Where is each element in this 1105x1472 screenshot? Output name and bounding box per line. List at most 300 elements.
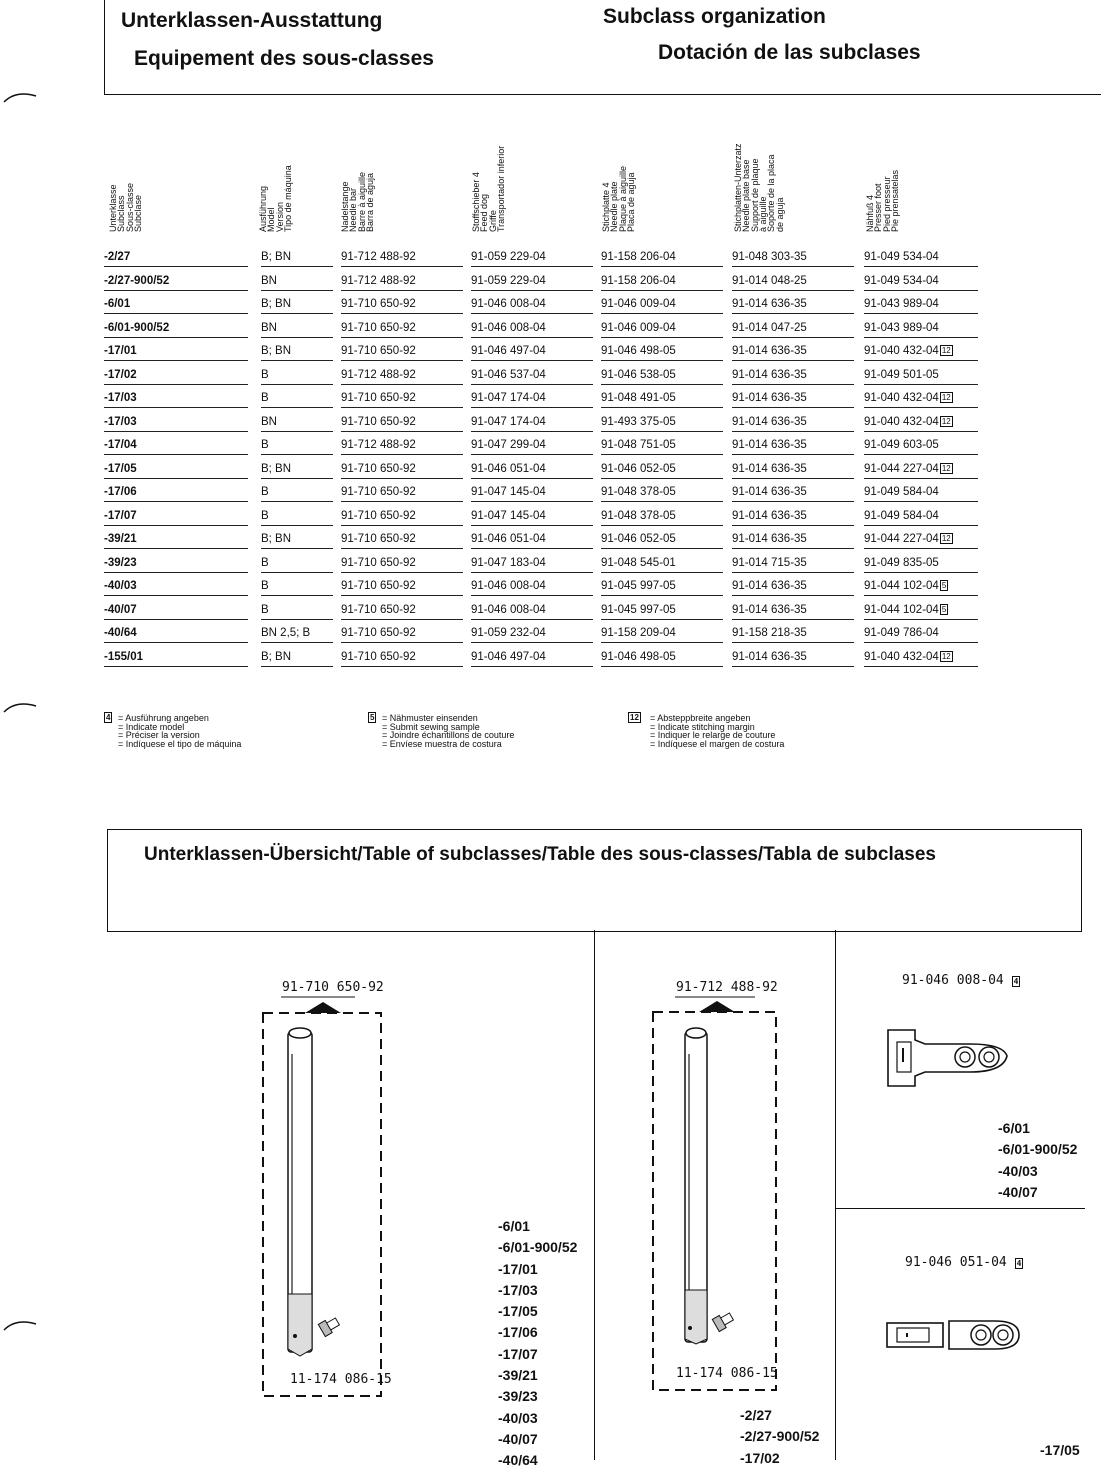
row-rule <box>601 313 723 314</box>
row-rule <box>732 454 854 455</box>
cell-text: 91-049 835-05 <box>864 556 939 569</box>
cell-foot <box>864 439 939 451</box>
row-rule <box>261 431 333 432</box>
footnote-mark: 5 <box>941 604 947 614</box>
column-header-line: Model <box>266 207 277 232</box>
cell-base <box>732 298 807 310</box>
subclass-item: -6/01-900/52 <box>998 1141 1078 1158</box>
needlebar1-screw: 11-174 086-15 <box>290 1372 392 1387</box>
row-rule <box>261 407 333 408</box>
cell-text: 91-043 989-04 <box>864 321 939 334</box>
row-rule <box>471 501 593 502</box>
column-header-line: de aguja <box>774 197 785 232</box>
cell-text: 91-014 636-35 <box>732 368 807 381</box>
row-rule <box>864 431 978 432</box>
row-rule <box>864 407 978 408</box>
cell-bar <box>341 557 416 569</box>
cell-dog <box>471 463 546 475</box>
table-row <box>104 481 984 505</box>
cell-ver <box>261 557 269 569</box>
cell-ver <box>261 486 269 498</box>
cell-text: 91-014 636-35 <box>732 392 807 404</box>
overview-title-box <box>107 829 1082 932</box>
cell-sub <box>104 369 137 381</box>
cell-bar <box>341 251 416 263</box>
cell-text: 91-014 636-35 <box>732 462 807 475</box>
cell-plate <box>601 275 676 287</box>
cell-text: 91-046 498-05 <box>601 345 676 357</box>
cell-text: 91-048 303-35 <box>732 251 807 263</box>
cell-bar <box>341 510 416 522</box>
subclass-item: -2/27-900/52 <box>740 1428 820 1445</box>
column-header-line: Stichplatte 4 <box>601 182 611 232</box>
feeddog2-part <box>905 1255 1023 1270</box>
row-rule <box>104 337 248 338</box>
feed-dog-drawing <box>885 1022 1015 1092</box>
cell-text: 91-040 432-04 <box>864 392 939 404</box>
cell-base <box>732 416 807 428</box>
row-rule <box>261 290 333 291</box>
cell-base <box>732 463 807 475</box>
subclass-item: -39/23 <box>498 1388 538 1405</box>
cell-sub <box>104 275 169 287</box>
column-header-line: Feed dog <box>479 193 490 232</box>
column-header-line: Pied presseur <box>881 176 892 232</box>
cell-text: 91-048 751-05 <box>601 439 676 451</box>
column-header-line: Needle plate base <box>741 159 752 232</box>
row-rule <box>732 431 854 432</box>
subclass-item: -40/64 <box>498 1452 538 1469</box>
column-header-line: Stoffschieber 4 <box>471 172 481 232</box>
cell-text: B; BN <box>261 298 292 310</box>
subclass-item: -6/01 <box>998 1120 1030 1136</box>
cell-text: B; BN <box>261 650 292 663</box>
cell-text: 91-712 488-92 <box>341 274 416 287</box>
row-rule <box>601 642 723 643</box>
row-rule <box>732 290 854 291</box>
cell-text: B <box>261 439 269 451</box>
legend-mark: 4 <box>106 713 111 722</box>
column-header-line: Tipo de máquina <box>282 165 293 232</box>
row-rule <box>341 290 463 291</box>
row-rule <box>341 478 463 479</box>
footnote-mark: 12 <box>941 463 951 473</box>
cell-ver <box>261 275 277 287</box>
legend-mark: 5 <box>370 713 375 722</box>
cell-text: 91-046 009-04 <box>601 321 676 334</box>
row-rule <box>341 384 463 385</box>
subclass-item: -17/02 <box>740 1449 780 1466</box>
cell-text: 91-710 650-92 <box>341 486 416 498</box>
cell-plate <box>601 604 676 616</box>
row-rule <box>261 313 333 314</box>
table-row <box>104 646 984 670</box>
cell-sub <box>104 251 130 263</box>
row-rule <box>341 454 463 455</box>
header-title-fr: Equipement des sous-classes <box>134 47 434 70</box>
feed-dog-drawing <box>885 1315 1025 1355</box>
column-header-line: Barra de aguja <box>364 172 375 232</box>
cell-base <box>732 486 807 498</box>
needlebar1-subclass-list <box>498 1216 577 1472</box>
row-rule <box>601 266 723 267</box>
row-rule <box>732 548 854 549</box>
legend-mark: 12 <box>630 713 639 722</box>
footnote-mark: 12 <box>941 534 951 543</box>
column-header-line: Subclase <box>132 194 143 232</box>
cell-foot <box>864 557 939 569</box>
cell-text: 91-046 008-04 <box>471 298 546 310</box>
cell-text: 91-047 145-04 <box>471 486 546 498</box>
row-rule <box>864 642 978 643</box>
divider <box>835 930 836 1460</box>
cell-ver <box>261 251 291 263</box>
legend-line: = Indicate model <box>118 721 185 732</box>
cell-text: 91-049 584-04 <box>864 509 939 522</box>
cell-text: 91-049 603-05 <box>864 439 939 451</box>
cell-dog <box>471 275 546 287</box>
cell-text: 91-046 498-05 <box>601 650 676 663</box>
row-rule <box>261 525 333 526</box>
cell-text: 91-014 048-25 <box>732 274 807 287</box>
overview-title: Unterklassen-Übersicht/Table of subclasses/Table des sous-classes/Tabla de subclases <box>144 844 936 865</box>
cell-base <box>732 604 807 616</box>
footnote-mark: 5 <box>941 581 947 590</box>
row-rule <box>471 384 593 385</box>
row-rule <box>104 384 248 385</box>
row-rule <box>471 407 593 408</box>
cell-dog <box>471 486 546 498</box>
row-rule <box>732 313 854 314</box>
header-title-es: Dotación de las subclases <box>658 41 921 64</box>
needlebar2-part: 91-712 488-92 <box>676 980 778 995</box>
legend-line: = Indíquese el margen de costura <box>650 738 785 749</box>
row-rule <box>471 337 593 338</box>
cell-plate <box>601 392 676 404</box>
row-rule <box>732 525 854 526</box>
cell-dog <box>471 533 546 545</box>
cell-text: BN <box>261 415 277 428</box>
cell-sub <box>104 416 137 428</box>
row-rule <box>601 619 723 620</box>
row-rule <box>261 360 333 361</box>
row-rule <box>341 266 463 267</box>
column-header-line: Nähfuß 4 <box>865 194 875 232</box>
cell-bar <box>341 580 416 592</box>
cell-text: B <box>261 556 269 569</box>
legend-line: = Indicate stitching margin <box>650 721 755 732</box>
table-row <box>104 458 984 482</box>
row-rule <box>471 548 593 549</box>
punch-hole-mark <box>0 690 40 720</box>
cell-text: 91-710 650-92 <box>341 603 416 616</box>
legend-line: = Ausführung angeben <box>118 713 209 723</box>
cell-text: 91-710 650-92 <box>341 392 416 404</box>
row-rule <box>471 266 593 267</box>
cell-text: 91-040 432-04 <box>864 345 939 357</box>
cell-ver <box>261 439 269 451</box>
row-rule <box>471 595 593 596</box>
row-rule <box>341 548 463 549</box>
column-header-line: Needle plate <box>609 181 620 232</box>
cell-plate <box>601 486 676 498</box>
cell-text: -6/01-900/52 <box>104 321 170 334</box>
column-header-line: Needle bar <box>348 187 359 232</box>
subclass-item: -40/07 <box>498 1430 538 1447</box>
row-rule <box>341 572 463 573</box>
cell-text: 91-046 497-04 <box>471 650 546 663</box>
subclass-item: -17/05 <box>1040 1442 1080 1458</box>
cell-text: 91-710 650-92 <box>341 580 416 592</box>
cell-dog <box>471 439 546 451</box>
row-rule <box>732 407 854 408</box>
row-rule <box>732 384 854 385</box>
cell-base <box>732 510 807 522</box>
column-header-line: Griffe <box>487 210 498 232</box>
row-rule <box>341 619 463 620</box>
punch-hole-mark <box>0 80 40 110</box>
cell-text: B; BN <box>261 251 292 263</box>
cell-sub <box>104 439 137 451</box>
cell-plate <box>601 557 676 569</box>
table-row <box>104 528 984 552</box>
cell-dog <box>471 651 546 663</box>
row-rule <box>341 431 463 432</box>
cell-text: 91-014 636-35 <box>732 650 807 663</box>
cell-plate <box>601 439 676 451</box>
cell-bar <box>341 463 416 475</box>
cell-text: 91-046 537-04 <box>471 368 546 381</box>
cell-text: 91-014 636-35 <box>732 415 807 428</box>
cell-text: -17/03 <box>104 392 137 404</box>
cell-text: -17/01 <box>104 345 137 357</box>
cell-foot <box>864 322 939 334</box>
table-row <box>104 340 984 364</box>
cell-text: 91-046 052-05 <box>601 462 676 475</box>
row-rule <box>732 337 854 338</box>
cell-foot <box>864 251 939 263</box>
cell-bar <box>341 322 416 334</box>
cell-text: 91-046 497-04 <box>471 345 546 357</box>
legend-line: = Nähmuster einsenden <box>382 713 478 723</box>
cell-plate <box>601 416 676 428</box>
row-rule <box>104 360 248 361</box>
row-rule <box>601 595 723 596</box>
cell-plate <box>601 510 676 522</box>
cell-text: 91-710 650-92 <box>341 462 416 475</box>
cell-text: 91-014 636-35 <box>732 509 807 522</box>
subclass-item: -17/05 <box>498 1303 538 1320</box>
cell-foot <box>864 510 939 522</box>
cell-text: 91-710 650-92 <box>341 556 416 569</box>
cell-text: -17/02 <box>104 368 137 381</box>
cell-dog <box>471 322 546 334</box>
column-header-line: Ausführung <box>258 185 268 232</box>
subclass-item: -40/03 <box>998 1162 1038 1179</box>
row-rule <box>601 454 723 455</box>
cell-sub <box>104 298 130 310</box>
row-rule <box>601 666 723 667</box>
row-rule <box>732 266 854 267</box>
row-rule <box>864 595 978 596</box>
cell-base <box>732 251 807 263</box>
row-rule <box>601 337 723 338</box>
row-rule <box>104 595 248 596</box>
row-rule <box>471 619 593 620</box>
row-rule <box>261 337 333 338</box>
cell-base <box>732 533 807 545</box>
row-rule <box>864 384 978 385</box>
row-rule <box>261 666 333 667</box>
cell-ver <box>261 533 291 545</box>
cell-text: 91-710 650-92 <box>341 298 416 310</box>
row-rule <box>104 478 248 479</box>
cell-ver <box>261 416 277 428</box>
cell-text: 91-044 102-04 <box>864 580 939 592</box>
row-rule <box>261 384 333 385</box>
row-rule <box>104 525 248 526</box>
cell-dog <box>471 392 546 404</box>
cell-base <box>732 580 807 592</box>
cell-text: B; BN <box>261 533 292 545</box>
cell-base <box>732 275 807 287</box>
row-rule <box>732 595 854 596</box>
cell-sub <box>104 604 137 616</box>
subclass-item: -6/01-900/52 <box>498 1239 578 1256</box>
row-rule <box>341 501 463 502</box>
subclass-item: -39/21 <box>498 1367 538 1384</box>
row-rule <box>341 525 463 526</box>
cell-text: 91-158 218-35 <box>732 627 807 639</box>
row-rule <box>601 525 723 526</box>
column-header-line: à aiguille <box>757 196 768 232</box>
cell-text: 91-059 229-04 <box>471 251 546 263</box>
cell-text: 91-059 229-04 <box>471 274 546 287</box>
row-rule <box>864 525 978 526</box>
cell-text: 91-712 488-92 <box>341 439 416 451</box>
cell-foot <box>864 463 953 475</box>
cell-text: 91-047 174-04 <box>471 415 546 428</box>
cell-text: 91-014 636-35 <box>732 580 807 592</box>
row-rule <box>341 337 463 338</box>
cell-plate <box>601 463 676 475</box>
cell-bar <box>341 275 416 287</box>
cell-dog <box>471 580 546 592</box>
cell-text: BN 2,5; B <box>261 627 311 639</box>
cell-bar <box>341 651 416 663</box>
cell-text: B <box>261 368 269 381</box>
cell-text: 91-044 227-04 <box>864 462 939 475</box>
cell-foot <box>864 580 948 592</box>
table-row <box>104 575 984 599</box>
header-box <box>104 0 1101 95</box>
cell-text: 91-710 650-92 <box>341 627 416 639</box>
column-header-line: Plaque à aiguille <box>617 165 628 232</box>
cell-foot <box>864 369 939 381</box>
divider <box>835 1208 1085 1209</box>
cell-text: 91-712 488-92 <box>341 368 416 381</box>
table-row <box>104 599 984 623</box>
cell-text: 91-046 051-04 <box>471 533 546 545</box>
cell-text: -155/01 <box>104 650 144 663</box>
cell-text: 91-040 432-04 <box>864 415 939 428</box>
row-rule <box>341 642 463 643</box>
row-rule <box>732 360 854 361</box>
cell-foot <box>864 604 948 616</box>
row-rule <box>601 548 723 549</box>
cell-text: -39/21 <box>104 533 137 545</box>
cell-sub <box>104 345 137 357</box>
cell-plate <box>601 369 676 381</box>
row-rule <box>104 431 248 432</box>
table-row <box>104 293 984 317</box>
feeddog2-part-number: 91-046 051-04 <box>905 1255 1007 1270</box>
table-row <box>104 552 984 576</box>
cell-dog <box>471 416 546 428</box>
column-header-line: Support de plaque <box>749 158 760 232</box>
row-rule <box>261 548 333 549</box>
cell-sub <box>104 486 137 498</box>
cell-sub <box>104 627 137 639</box>
cell-text: -40/03 <box>104 580 137 592</box>
feeddog1-subclass-list <box>998 1118 1077 1203</box>
cell-text: 91-158 209-04 <box>601 627 676 639</box>
cell-foot <box>864 651 953 663</box>
footnote-mark: 12 <box>941 393 951 402</box>
cell-text: -2/27-900/52 <box>104 274 170 287</box>
cell-text: 91-048 378-05 <box>601 509 676 522</box>
cell-base <box>732 345 807 357</box>
row-rule <box>864 572 978 573</box>
cell-text: 91-014 636-35 <box>732 298 807 310</box>
row-rule <box>341 407 463 408</box>
cell-dog <box>471 298 546 310</box>
cell-text: 91-014 636-35 <box>732 533 807 545</box>
cell-dog <box>471 251 546 263</box>
row-rule <box>341 666 463 667</box>
cell-plate <box>601 298 676 310</box>
cell-text: BN <box>261 274 277 287</box>
row-rule <box>601 290 723 291</box>
footnote-mark: 12 <box>941 416 951 426</box>
row-rule <box>864 666 978 667</box>
cell-text: 91-049 501-05 <box>864 368 939 381</box>
table-row <box>104 364 984 388</box>
cell-foot <box>864 416 953 428</box>
row-rule <box>104 642 248 643</box>
cell-ver <box>261 580 269 592</box>
cell-text: 91-047 183-04 <box>471 556 546 569</box>
row-rule <box>261 572 333 573</box>
cell-text: 91-710 650-92 <box>341 321 416 334</box>
cell-text: B <box>261 486 269 498</box>
row-rule <box>471 431 593 432</box>
cell-ver <box>261 510 269 522</box>
cell-text: BN <box>261 321 277 334</box>
legend-line: = Indiquer le relarge de couture <box>650 730 776 740</box>
cell-foot <box>864 533 953 545</box>
cell-text: 91-710 650-92 <box>341 509 416 522</box>
cell-text: -17/03 <box>104 415 137 428</box>
cell-text: 91-043 989-04 <box>864 298 939 310</box>
subclass-item: -17/06 <box>498 1324 538 1341</box>
row-rule <box>104 666 248 667</box>
needle-bar-drawing <box>645 994 785 1399</box>
cell-text: 91-049 786-04 <box>864 627 939 639</box>
cell-text: -39/23 <box>104 556 137 569</box>
row-rule <box>261 642 333 643</box>
cell-plate <box>601 533 676 545</box>
